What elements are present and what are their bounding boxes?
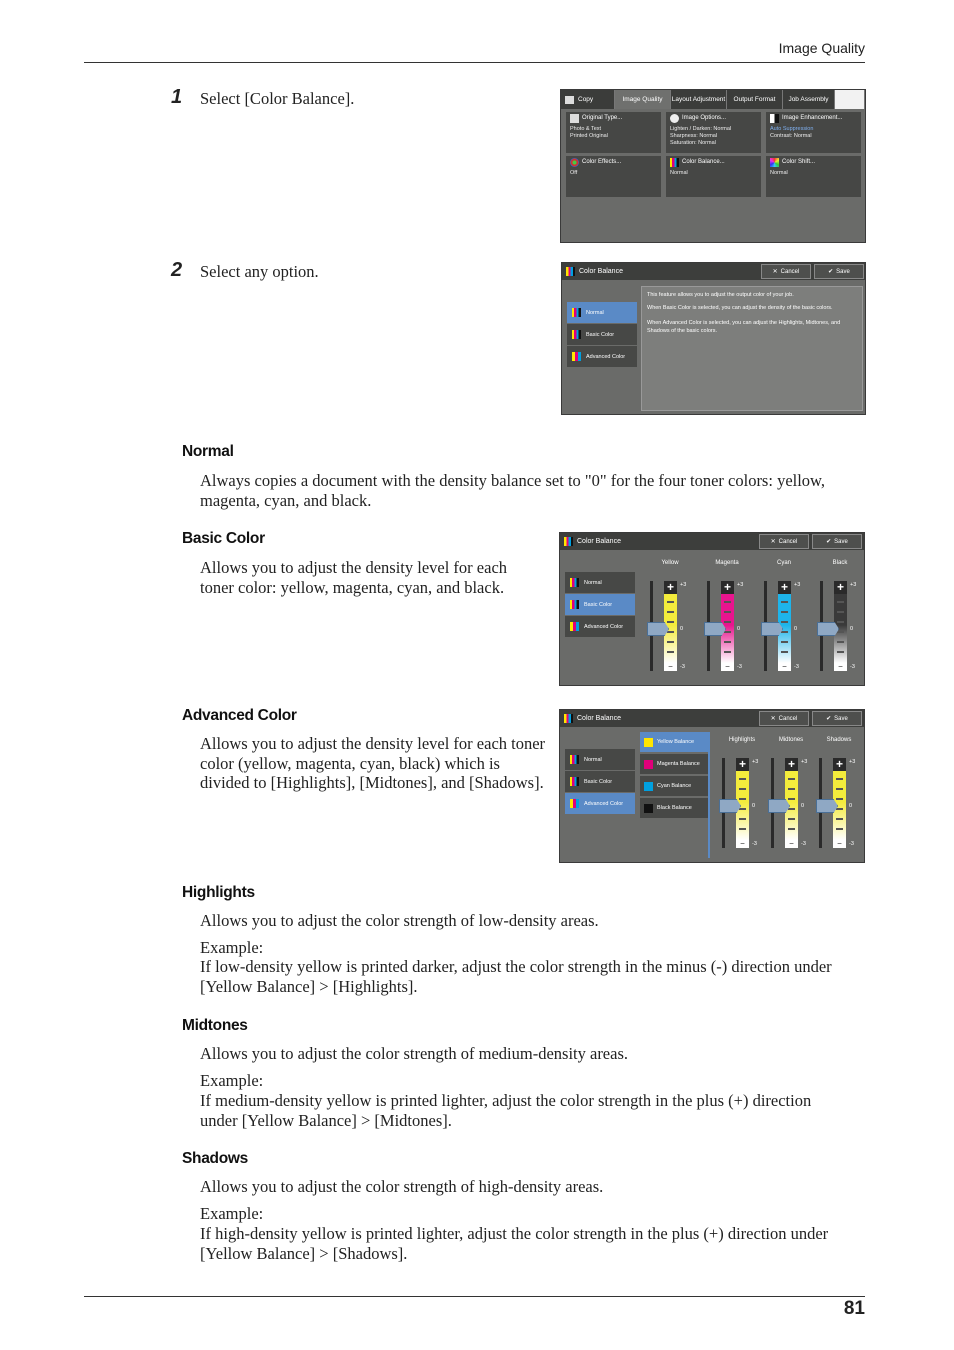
section-body: Allows you to adjust the color strength of medium-density areas. (200, 1044, 629, 1063)
slider-knob[interactable] (816, 799, 838, 813)
scale-tick (724, 641, 731, 643)
scale-tick (837, 651, 844, 653)
scale-bottom-label: -3 (850, 664, 855, 670)
section-heading: Highlights (182, 884, 255, 901)
color-balance-icon (570, 755, 579, 764)
slider-knob[interactable] (817, 622, 839, 636)
scale-tick (781, 631, 788, 633)
tab-output-format[interactable]: Output Format (727, 90, 783, 109)
option-basic-color[interactable]: Basic Color (565, 771, 635, 792)
divider (708, 732, 710, 858)
sun-icon (670, 114, 679, 123)
plus-icon[interactable]: + (778, 581, 791, 594)
scale-tick (739, 818, 746, 820)
slider-knob[interactable] (761, 622, 783, 636)
section-body: Allows you to adjust the density level for each toner color (yellow, magenta, cyan, black) which is divided to [Highlights], [Midtones], and [Shadows]. (200, 734, 546, 792)
plus-icon[interactable]: + (664, 581, 677, 594)
plus-icon[interactable]: + (785, 758, 798, 771)
example-text: If medium-density yellow is printed lighter, adjust the color strength in the plus (+) direction under [Yellow Balance] > [Midtones]. (200, 1091, 812, 1130)
minus-icon[interactable]: − (833, 840, 846, 848)
black-swatch-icon (644, 804, 653, 813)
footer-rule (84, 1296, 865, 1297)
scale-mid-label: 0 (850, 626, 854, 632)
example-text: If low-density yellow is printed darker, adjust the color strength in the minus (-) direction under [Yellow Balance] > [Highlights]. (200, 957, 832, 996)
scale-tick (788, 778, 795, 780)
scale-tick (781, 621, 788, 623)
cancel-button[interactable]: ✕ Cancel (761, 264, 811, 279)
minus-icon[interactable]: − (778, 663, 791, 671)
contrast-icon (770, 114, 779, 123)
scale-tick (788, 788, 795, 790)
scale-top-label: +3 (850, 582, 857, 588)
minus-icon[interactable]: − (664, 663, 677, 671)
scale-top-label: +3 (680, 582, 687, 588)
scale-tick (667, 601, 674, 603)
magenta-swatch-icon (644, 760, 653, 769)
tab-bar (561, 90, 865, 109)
example-label: Example: (200, 1204, 264, 1223)
close-icon: ✕ (770, 716, 776, 722)
scale-top-label: +3 (801, 759, 808, 765)
yellow-swatch-icon (644, 738, 653, 747)
color-balance-icon (564, 714, 573, 723)
scale-top-label: +3 (752, 759, 759, 765)
color-balance-icon (572, 352, 581, 361)
scale-tick (836, 828, 843, 830)
scale-mid-label: 0 (849, 803, 853, 809)
step-number: 1 (171, 86, 183, 108)
magenta-balance-button[interactable]: Magenta Balance (640, 754, 708, 774)
running-header: Image Quality (778, 40, 865, 56)
scale-bottom-label: -3 (680, 664, 685, 670)
page-number: 81 (843, 1298, 865, 1319)
scale-tick (667, 621, 674, 623)
option-normal[interactable]: Normal (565, 572, 635, 593)
scale-tick (781, 601, 788, 603)
scale-tick (836, 818, 843, 820)
check-icon: ✔ (828, 269, 834, 275)
color-balance-icon (570, 600, 579, 609)
color-balance-dialog (561, 262, 866, 415)
image-quality-screen (560, 89, 866, 243)
scale-mid-label: 0 (680, 626, 684, 632)
scale-tick (667, 631, 674, 633)
scale-tick (724, 621, 731, 623)
scale-tick (781, 641, 788, 643)
header-rule (84, 62, 865, 63)
scale-tick (739, 778, 746, 780)
scale-mid-label: 0 (801, 803, 805, 809)
slider-knob[interactable] (647, 622, 669, 636)
minus-icon[interactable]: − (721, 663, 734, 671)
scale-tick (836, 808, 843, 810)
example-label: Example: (200, 1071, 264, 1090)
basic-color-screen (559, 532, 865, 686)
slider-knob[interactable] (768, 799, 790, 813)
scale-tick (837, 611, 844, 613)
section-body: Always copies a document with the density balance set to "0" for the four toner colors: yellow, magenta, cyan, and black. (200, 471, 826, 510)
basic-column-label: Black (832, 560, 848, 566)
section-body: Allows you to adjust the density level for each toner color: yellow, magenta, cyan, and black. (200, 558, 508, 597)
scale-mid-label: 0 (794, 626, 798, 632)
tab-layout-adjustment[interactable]: Layout Adjustment (671, 90, 727, 109)
save-button[interactable]: ✔ Save (812, 534, 862, 549)
color-balance-icon (572, 330, 581, 339)
plus-icon[interactable]: + (834, 581, 847, 594)
scale-mid-label: 0 (737, 626, 741, 632)
color-balance-icon (570, 622, 579, 631)
step-text: Select any option. (200, 262, 319, 281)
advanced-column-label: Highlights (728, 737, 756, 743)
section-body: Allows you to adjust the color strength of high-density areas. (200, 1177, 604, 1196)
scale-tick (739, 828, 746, 830)
scale-tick (724, 601, 731, 603)
scale-top-label: +3 (849, 759, 856, 765)
scale-tick (788, 798, 795, 800)
tab-image-quality[interactable]: Image Quality (615, 90, 671, 109)
close-icon: ✕ (772, 269, 778, 275)
step-text: Select [Color Balance]. (200, 89, 355, 108)
scale-tick (837, 601, 844, 603)
example-text: If high-density yellow is printed lighter, adjust the color strength in the plus (+) direction under [Yellow Balance] > [Shadows]. (200, 1224, 829, 1263)
save-button[interactable]: ✔ Save (814, 264, 864, 279)
option-advanced-color[interactable]: Advanced Color (565, 793, 635, 814)
dialog-title-bar: Color Balance (562, 263, 865, 280)
basic-column-label: Cyan (776, 560, 791, 566)
scale-tick (724, 651, 731, 653)
option-normal[interactable]: Normal (567, 302, 637, 323)
close-icon: ✕ (770, 539, 776, 545)
tab-copy[interactable]: Copy (561, 90, 615, 109)
scale-tick (667, 651, 674, 653)
color-balance-icon (570, 799, 579, 808)
minus-icon[interactable]: − (736, 840, 749, 848)
tab-empty (835, 90, 865, 109)
scale-tick (837, 641, 844, 643)
slider-knob[interactable] (719, 799, 741, 813)
basic-column-label: Magenta (715, 560, 739, 566)
scale-tick (837, 621, 844, 623)
color-balance-button[interactable]: Color Balance... Normal (666, 156, 761, 197)
scale-mid-label: 0 (752, 803, 756, 809)
cyan-swatch-icon (644, 782, 653, 791)
yellow-balance-button[interactable]: Yellow Balance (640, 732, 708, 752)
scale-top-label: +3 (794, 582, 801, 588)
scale-tick (836, 798, 843, 800)
scale-bottom-label: -3 (849, 841, 854, 847)
plus-icon[interactable]: + (833, 758, 846, 771)
dialog-title-bar: Color Balance (560, 710, 864, 727)
basic-column-label: Yellow (661, 560, 679, 566)
section-heading: Midtones (182, 1017, 248, 1034)
document-icon (570, 114, 579, 123)
example-label: Example: (200, 938, 264, 957)
section-heading: Basic Color (182, 530, 265, 547)
section-heading: Shadows (182, 1150, 248, 1167)
scale-bottom-label: -3 (794, 664, 799, 670)
scale-top-label: +3 (737, 582, 744, 588)
color-balance-icon (570, 777, 579, 786)
advanced-column-label: Shadows (826, 737, 852, 743)
scale-bottom-label: -3 (752, 841, 757, 847)
scale-tick (739, 808, 746, 810)
dialog-title-bar: Color Balance (560, 533, 864, 550)
scale-tick (724, 611, 731, 613)
color-balance-icon (572, 308, 581, 317)
cyan-balance-button[interactable]: Cyan Balance (640, 776, 708, 796)
step-number: 2 (171, 259, 183, 281)
color-balance-icon (670, 158, 679, 167)
option-basic-color[interactable]: Basic Color (567, 324, 637, 345)
scale-bottom-label: -3 (737, 664, 742, 670)
section-heading: Normal (182, 443, 234, 460)
minus-icon[interactable]: − (834, 663, 847, 671)
save-button[interactable]: ✔ Save (812, 711, 862, 726)
color-balance-icon (564, 537, 573, 546)
scale-tick (667, 641, 674, 643)
color-shift-button[interactable]: Color Shift... Normal (766, 156, 861, 197)
option-advanced-color[interactable]: Advanced Color (565, 616, 635, 637)
advanced-column-label: Midtones (778, 737, 804, 743)
slider-knob[interactable] (704, 622, 726, 636)
color-balance-icon (570, 578, 579, 587)
color-effects-button[interactable]: Color Effects... Off (566, 156, 661, 197)
check-icon: ✔ (826, 539, 832, 545)
scale-tick (781, 611, 788, 613)
description-panel: This feature allows you to adjust the output color of your job. When Basic Color is selected, you can adjust the density of the basic colors. When Advanced Color is selected, you can adjust the Highlights, Midtones, and Shadows of the basic colors. (641, 286, 863, 411)
option-normal[interactable]: Normal (565, 749, 635, 770)
advanced-color-screen (559, 709, 865, 863)
scale-tick (739, 798, 746, 800)
color-wheel-icon (770, 158, 779, 167)
tab-job-assembly[interactable]: Job Assembly (783, 90, 835, 109)
option-basic-color[interactable]: Basic Color (565, 594, 635, 615)
copy-icon (565, 96, 574, 104)
image-options-button[interactable]: Image Options... Lighten / Darken: Normal Sharpness: Normal Saturation: Normal (666, 112, 761, 153)
scale-tick (781, 651, 788, 653)
black-balance-button[interactable]: Black Balance (640, 798, 708, 818)
scale-tick (667, 611, 674, 613)
scale-tick (837, 631, 844, 633)
color-effects-icon (570, 158, 579, 167)
plus-icon[interactable]: + (721, 581, 734, 594)
cancel-button[interactable]: ✕ Cancel (759, 711, 809, 726)
check-icon: ✔ (826, 716, 832, 722)
section-heading: Advanced Color (182, 707, 297, 724)
scale-tick (836, 778, 843, 780)
option-advanced-color[interactable]: Advanced Color (567, 346, 637, 367)
scale-tick (788, 828, 795, 830)
minus-icon[interactable]: − (785, 840, 798, 848)
plus-icon[interactable]: + (736, 758, 749, 771)
section-body: Allows you to adjust the color strength of low-density areas. (200, 911, 599, 930)
color-balance-icon (566, 267, 575, 276)
image-enhancement-button[interactable]: Image Enhancement... Auto Suppression Contrast: Normal (766, 112, 861, 153)
scale-tick (788, 808, 795, 810)
scale-tick (739, 788, 746, 790)
scale-tick (724, 631, 731, 633)
cancel-button[interactable]: ✕ Cancel (759, 534, 809, 549)
scale-tick (836, 788, 843, 790)
scale-bottom-label: -3 (801, 841, 806, 847)
scale-tick (788, 818, 795, 820)
original-type-button[interactable]: Original Type... Photo & Text Printed Original (566, 112, 661, 153)
